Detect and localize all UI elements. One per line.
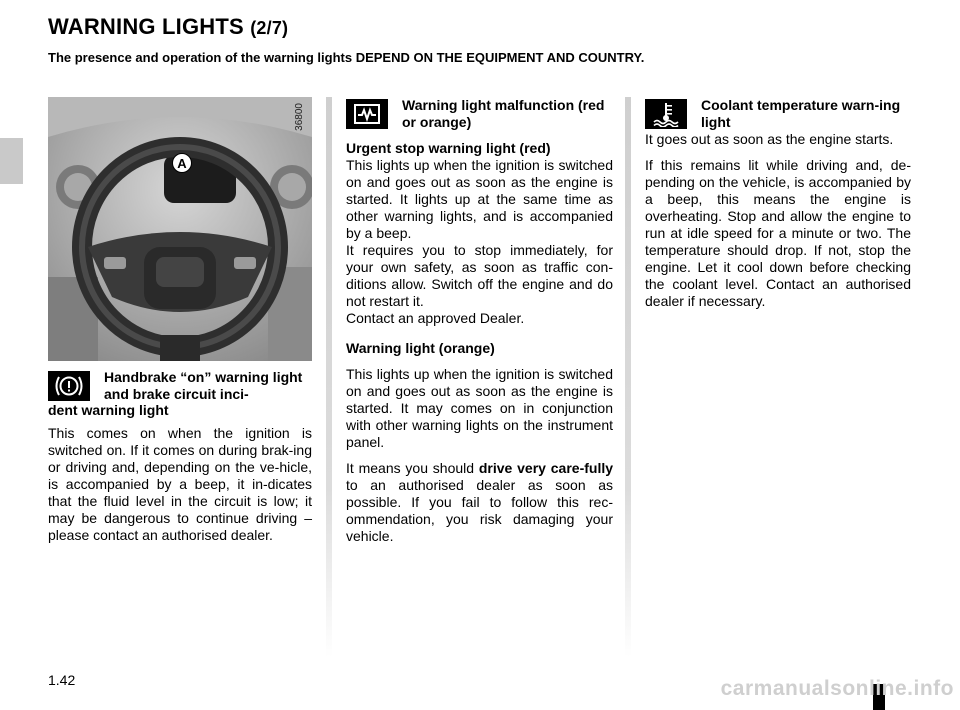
title-suffix: (2/7) [250,18,289,38]
handbrake-heading [48,369,312,419]
coolant-heading [645,97,911,131]
coolant-paragraph-2: If this remains lit while driving and, de-pending on the vehicle, is accompanied by a beep, this means the engine is overheating. Stop and allow the engine to run at idle speed for a minute or two. The temperature should drop. If not, stop the engine. Let it cool down before checking the coolant level. Contact an authorised dealer if necessary. [645,157,911,309]
title-text: WARNING LIGHTS [48,14,244,39]
brake-circle-icon [48,371,90,401]
coolant-title: Coolant temperature warn-ing light [701,97,901,130]
handbrake-title-tail: dent warning light [48,402,169,418]
handbrake-title: Handbrake “on” warning light and brake circuit inci- [104,369,303,402]
malfunction-title: Warning light malfunction (red or orange) [402,97,605,130]
dashboard-photo [48,97,312,361]
page-subtitle: The presence and operation of the warning lights DEPEND ON THE EQUIPMENT AND COUNTRY. [48,50,645,65]
orange-paragraph-2: It means you should drive very care-fully to an authorised dealer as soon as possible. If you fail to follow this rec-ommendation, you risk damaging your vehicle. [346,460,614,544]
column-right [645,97,911,310]
steering-wheel-illustration [48,97,312,361]
page-number: 1.42 [48,672,76,688]
malfunction-heading [346,97,613,131]
photo-code: 36800 [294,103,305,131]
column-left [48,97,312,544]
page-title [48,14,288,40]
orange-title: Warning light (orange) [346,340,495,356]
marker-a: A [172,153,192,173]
chapter-tab [0,138,23,184]
coolant-paragraph-1: It goes out as soon as the engine starts. [645,131,894,147]
watermark: carmanualsonline.info [720,677,954,700]
urgent-paragraph-2: It requires you to stop immediately, for your own safety, as soon as traffic con-ditions allow. Switch off the engine and do not restart it. [346,242,613,309]
urgent-paragraph-3: Contact an approved Dealer. [346,310,525,326]
handbrake-body: This comes on when the ignition is switched on. If it comes on during brak-ing or driving and, depending on the ve-hicle, is accompanied by a beep, it in-dicates that the fluid level in the circuit is low; it may be dangerous to continue driving – please contact an authorised dealer. [48,425,312,543]
orange-paragraph-1: This lights up when the ignition is switched on and goes out as soon as the engine is started. It may comes on in conjunction with other warning lights on the instrument panel. [346,366,613,450]
warning-zigzag-icon [346,99,388,129]
column-divider [625,97,631,657]
urgent-title: Urgent stop warning light (red) [346,140,551,156]
column-divider [326,97,332,657]
column-middle [346,97,613,545]
urgent-paragraph-1: This lights up when the ignition is switched on and goes out as soon as the engine is started. It lights up at the same time as other warning lights, and is accompanied by a beep. [346,157,613,241]
coolant-temperature-icon [645,99,687,129]
